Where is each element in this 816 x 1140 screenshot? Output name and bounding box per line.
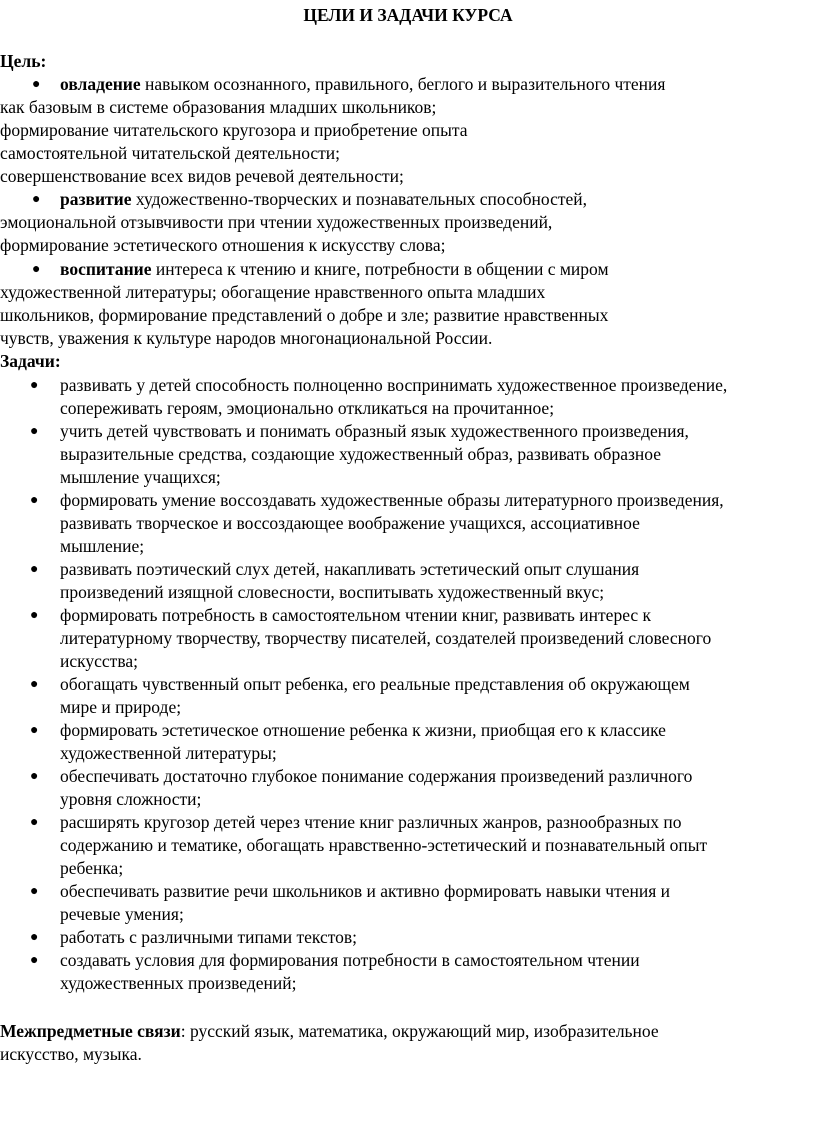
task-line: расширять кругозор детей через чтение книг различных жанров, разнообразных по — [60, 812, 682, 832]
goal-item-1 — [0, 73, 800, 188]
bullet-icon: ● — [30, 677, 39, 692]
goal-line: как базовым в системе образования младших школьников; — [0, 97, 437, 117]
task-line: речевые умения; — [60, 904, 184, 924]
bullet-icon: ● — [30, 930, 39, 945]
bullet-icon: ● — [30, 723, 39, 738]
goal-line: совершенствование всех видов речевой деятельности; — [0, 166, 404, 186]
footer-label: Межпредметные связи — [0, 1021, 181, 1041]
task-line: мире и природе; — [60, 697, 182, 717]
bullet-icon: ● — [30, 953, 39, 968]
bullet-icon: ● — [30, 562, 39, 577]
task-line: мышление; — [60, 536, 145, 556]
task-line: обеспечивать достаточно глубокое понимание содержания произведений различного — [60, 766, 693, 786]
goal-line: эмоциональной отзывчивости при чтении художественных произведений, — [0, 212, 553, 232]
tasks-heading: Задачи: — [0, 351, 61, 371]
goal-first-line — [0, 188, 800, 211]
task-item — [0, 374, 816, 420]
goal-heading: Цель: — [0, 51, 47, 71]
task-line: учить детей чувствовать и понимать образный язык художественного произведения, — [60, 421, 689, 441]
goal-line: школьников, формирование представлений о добре и зле; развитие нравственных — [0, 305, 609, 325]
task-line: уровня сложности; — [60, 789, 202, 809]
task-item — [0, 811, 816, 880]
task-line: художественных произведений; — [60, 973, 297, 993]
footer-text: : русский язык, математика, окружающий мир, изобразительное — [180, 1021, 659, 1041]
goal-text: интереса к чтению и книге, потребности в общении с миром — [151, 259, 609, 279]
goal-text: художественно-творческих и познавательных способностей, — [131, 189, 587, 209]
task-item — [0, 949, 816, 995]
task-line: развивать творческое и воссоздающее воображение учащихся, ассоциативное — [60, 513, 640, 533]
task-line: ребенка; — [60, 858, 124, 878]
task-item — [0, 765, 816, 811]
bullet-icon: ● — [32, 77, 41, 92]
goal-first-line — [0, 73, 800, 96]
page-title: ЦЕЛИ И ЗАДАЧИ КУРСА — [303, 5, 513, 25]
bullet-icon: ● — [32, 262, 41, 277]
task-line: сопереживать героям, эмоционально откликаться на прочитанное; — [60, 398, 555, 418]
task-item — [0, 558, 816, 604]
goal-text: навыком осознанного, правильного, беглого и выразительного чтения — [140, 74, 666, 94]
bullet-icon: ● — [30, 884, 39, 899]
task-line: искусства; — [60, 651, 138, 671]
goal-line: самостоятельной читательской деятельности; — [0, 143, 341, 163]
task-line: формировать умение воссоздавать художественные образы литературного произведения, — [60, 490, 724, 510]
task-line: мышление учащихся; — [60, 467, 221, 487]
goal-keyword: развитие — [60, 189, 132, 209]
task-line: формировать потребность в самостоятельном чтении книг, развивать интерес к — [60, 605, 652, 625]
bullet-icon: ● — [30, 424, 39, 439]
task-line: развивать у детей способность полноценно воспринимать художественное произведение, — [60, 375, 728, 395]
goal-line: художественной литературы; обогащение нравственного опыта младших — [0, 282, 546, 302]
task-item — [0, 673, 816, 719]
goal-first-line — [0, 258, 800, 281]
task-line: обеспечивать развитие речи школьников и активно формировать навыки чтения и — [60, 881, 671, 901]
task-line: содержанию и тематике, обогащать нравственно-эстетический и познавательный опыт — [60, 835, 708, 855]
goal-line: формирование читательского кругозора и приобретение опыта — [0, 120, 468, 140]
task-item — [0, 489, 816, 558]
task-line: художественной литературы; — [60, 743, 277, 763]
task-item — [0, 604, 816, 673]
bullet-icon: ● — [30, 769, 39, 784]
task-item — [0, 926, 816, 949]
bullet-icon: ● — [30, 815, 39, 830]
task-line: выразительные средства, создающие художественный образ, развивать образное — [60, 444, 661, 464]
goal-item-3 — [0, 258, 800, 350]
goal-line: чувств, уважения к культуре народов многонациональной России. — [0, 328, 493, 348]
goal-keyword: воспитание — [60, 259, 152, 279]
goal-line: формирование эстетического отношения к искусству слова; — [0, 235, 446, 255]
task-line: создавать условия для формирования потребности в самостоятельном чтении — [60, 950, 640, 970]
task-item — [0, 880, 816, 926]
goal-keyword: овладение — [60, 74, 141, 94]
task-line: литературному творчеству, творчеству писателей, создателей произведений словесного — [60, 628, 712, 648]
task-line: произведений изящной словесности, воспитывать художественный вкус; — [60, 582, 605, 602]
task-item — [0, 719, 816, 765]
task-line: формировать эстетическое отношение ребенка к жизни, приобщая его к классике — [60, 720, 666, 740]
interdisciplinary-links — [0, 1020, 800, 1066]
task-item — [0, 420, 816, 489]
goal-item-2 — [0, 188, 800, 257]
bullet-icon: ● — [32, 192, 41, 207]
footer-text-line2: искусство, музыка. — [0, 1044, 142, 1064]
task-line: развивать поэтический слух детей, накапливать эстетический опыт слушания — [60, 559, 640, 579]
tasks-list — [0, 374, 816, 995]
bullet-icon: ● — [30, 378, 39, 393]
task-line: обогащать чувственный опыт ребенка, его реальные представления об окружающем — [60, 674, 690, 694]
task-line: работать с различными типами текстов; — [60, 927, 358, 947]
bullet-icon: ● — [30, 493, 39, 508]
bullet-icon: ● — [30, 608, 39, 623]
